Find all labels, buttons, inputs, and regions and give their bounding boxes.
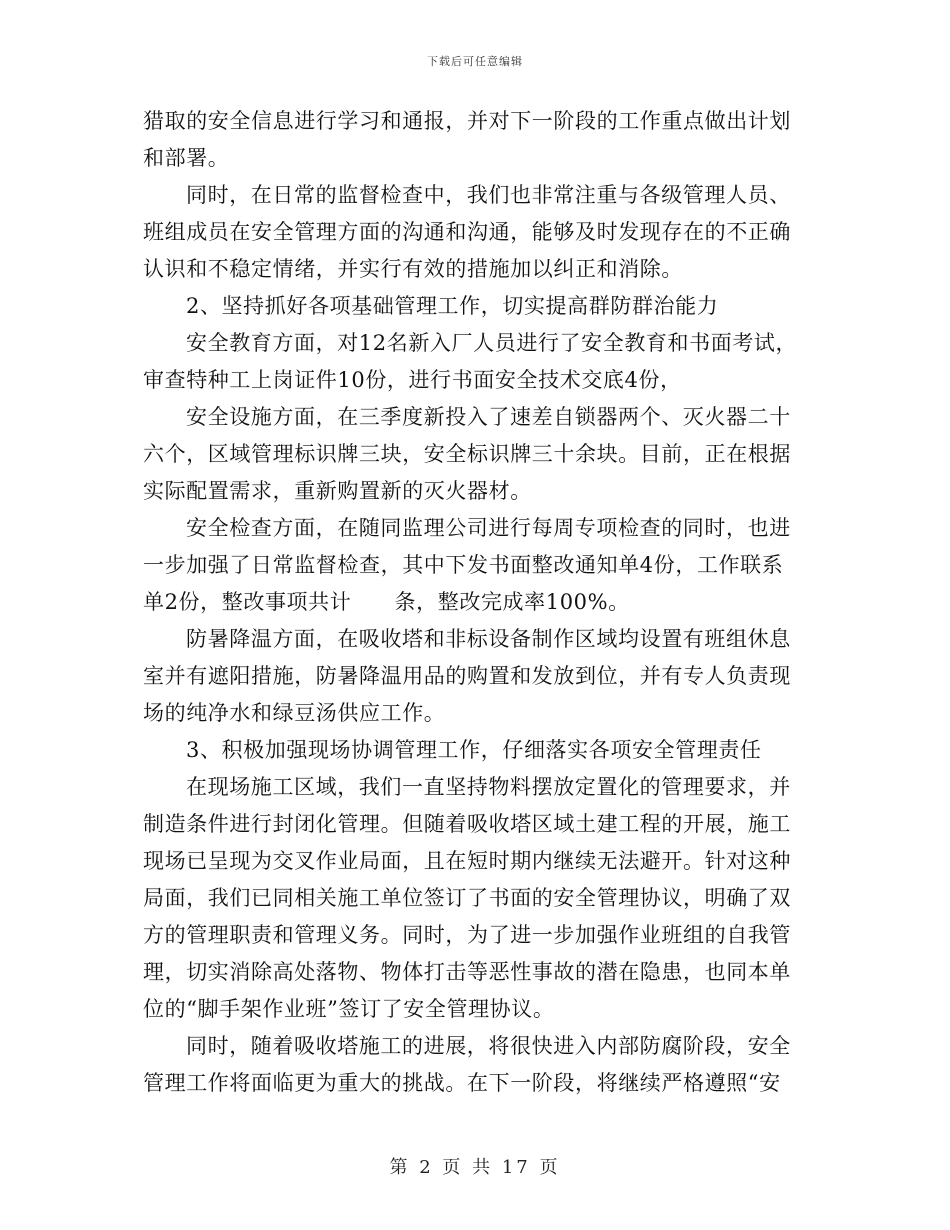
- paragraph-safety-education: [143, 325, 801, 399]
- paragraph-heat-prevention: [143, 621, 801, 732]
- page-header: 下载后可任意编辑: [427, 55, 523, 68]
- text-line: 制造条件进行封闭化管理。但随着吸收塔区域土建工程的开展，施工: [143, 812, 791, 836]
- text-line: 猎取的安全信息进行学习和通报，并对下一阶段的工作重点做出计划: [143, 109, 791, 133]
- text-line: 单2份，整改事项共计 条，整改完成率100%。: [143, 590, 630, 614]
- text-line: 方的管理职责和管理义务。同时，为了进一步加强作业班组的自我管: [143, 923, 791, 947]
- text-line: 场的纯净水和绿豆汤供应工作。: [143, 701, 446, 725]
- text-line: 实际配置需求，重新购置新的灭火器材。: [143, 479, 532, 503]
- text-line: 安全检查方面，在随同监理公司进行每周专项检查的同时，也进: [186, 516, 791, 540]
- text-line: 和部署。: [143, 146, 230, 170]
- document-body: [143, 103, 801, 1102]
- text-line: 现场已呈现为交叉作业局面，且在短时期内继续无法避开。针对这种: [143, 849, 791, 873]
- text-line: 防暑降温方面，在吸收塔和非标设备制作区域均设置有班组休息: [186, 627, 791, 651]
- text-line: 理，切实消除高处落物、物体打击等恶性事故的潜在隐患，也同本单: [143, 960, 791, 984]
- text-line: 一步加强了日常监督检查，其中下发书面整改通知单4份，工作联系: [143, 553, 784, 577]
- text-line: 同时，随着吸收塔施工的进展，将很快进入内部防腐阶段，安全: [186, 1034, 791, 1058]
- paragraph-2: [143, 177, 801, 288]
- paragraph-safety-inspection: [143, 510, 801, 621]
- text-line: 安全设施方面，在三季度新投入了速差自锁器两个、灭火器二十: [186, 405, 791, 429]
- paragraph-next-stage: [143, 1028, 801, 1102]
- paragraph-safety-facilities: [143, 399, 801, 510]
- text-line: 班组成员在安全管理方面的沟通和沟通，能够及时发现存在的不正确: [143, 220, 791, 244]
- text-line: 认识和不稳定情绪，并实行有效的措施加以纠正和消除。: [143, 257, 683, 281]
- paragraph-1: [143, 103, 801, 177]
- text-line: 同时，在日常的监督检查中，我们也非常注重与各级管理人员、: [186, 183, 791, 207]
- section-heading-2: [143, 288, 801, 325]
- text-line: 审查特种工上岗证件10份，进行书面安全技术交底4份，: [143, 368, 682, 392]
- text-line: 在现场施工区域，我们一直坚持物料摆放定置化的管理要求，并: [186, 775, 791, 799]
- text-line: 室并有遮阳措施，防暑降温用品的购置和发放到位，并有专人负责现: [143, 664, 791, 688]
- text-line: 六个，区域管理标识牌三块，安全标识牌三十余块。目前，正在根据: [143, 442, 791, 466]
- section-heading-3: [143, 732, 801, 769]
- text-line: 安全教育方面，对12名新入厂人员进行了安全教育和书面考试，: [186, 331, 798, 355]
- text-line: 局面，我们已同相关施工单位签订了书面的安全管理协议，明确了双: [143, 886, 791, 910]
- text-line: 3、积极加强现场协调管理工作，仔细落实各项安全管理责任: [186, 738, 762, 762]
- text-line: 2、坚持抓好各项基础管理工作，切实提高群防群治能力: [186, 294, 719, 318]
- text-line: 位的“脚手架作业班”签订了安全管理协议。: [143, 997, 555, 1021]
- page-number: 第 2 页 共 17 页: [389, 1157, 561, 1178]
- paragraph-site-coordination: [143, 769, 801, 1028]
- text-line: 管理工作将面临更为重大的挑战。在下一阶段，将继续严格遵照“安: [143, 1071, 781, 1095]
